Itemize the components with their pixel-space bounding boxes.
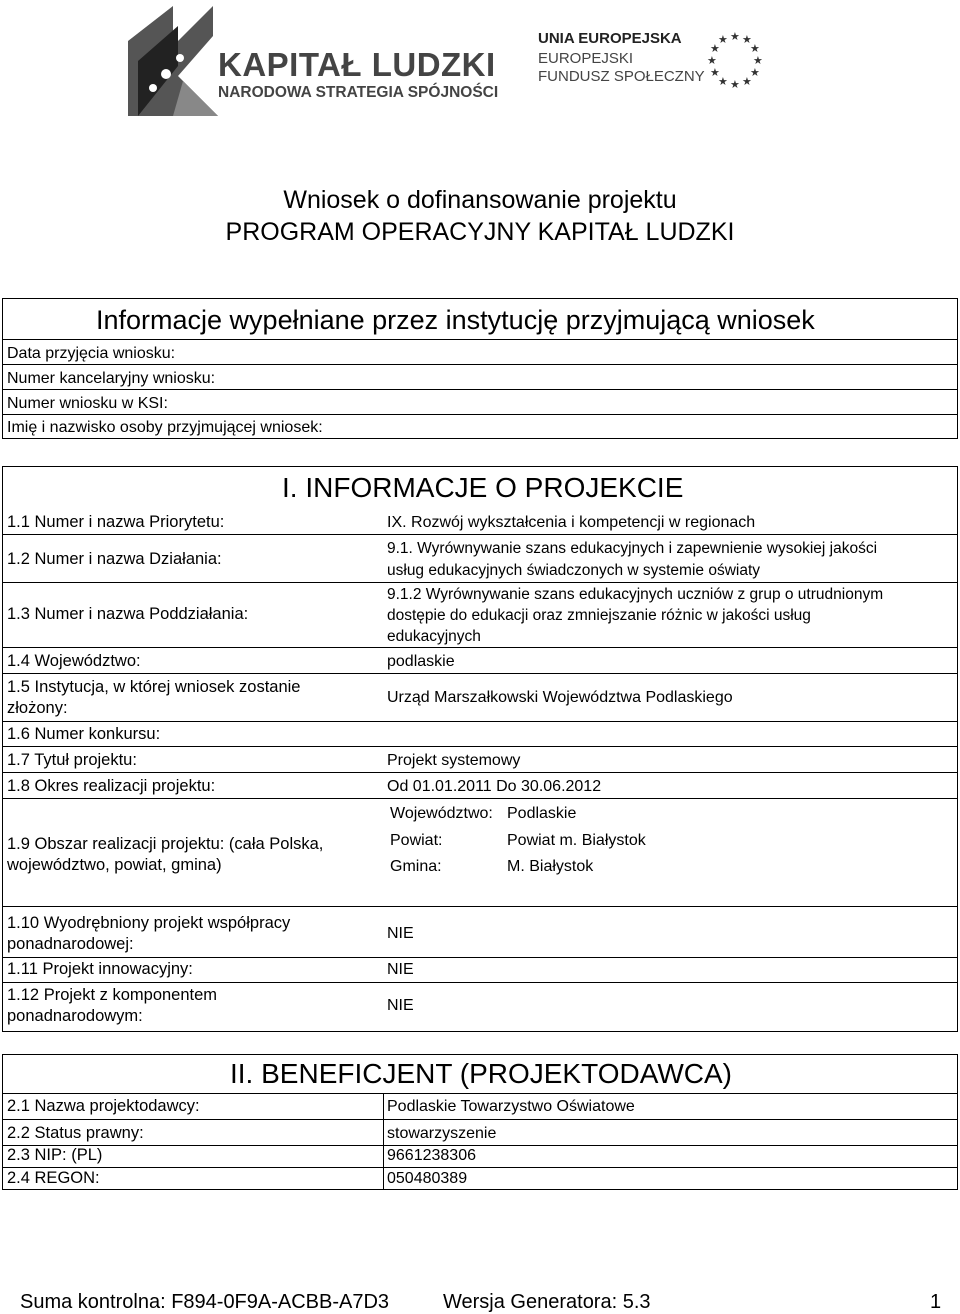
action-value-line1: 9.1. Wyrównywanie szans edukacyjnych i zapewnienie wysokiej jakości [387, 540, 878, 557]
received-date-label: Data przyjęcia wniosku: [7, 345, 176, 362]
area-county-label: Powiat: [390, 832, 443, 849]
svg-text:★: ★ [730, 78, 740, 91]
legal-status-value: stowarzyszenie [387, 1125, 497, 1142]
eu-logo [520, 18, 770, 113]
contest-number-label: 1.6 Numer konkursu: [7, 725, 161, 743]
applicant-name-label: 2.1 Nazwa projektodawcy: [7, 1097, 200, 1115]
svg-text:★: ★ [718, 75, 728, 88]
eu-line2: EUROPEJSKI [538, 50, 634, 67]
area-municipality-value: M. Białystok [507, 858, 594, 875]
eu-line3: FUNDUSZ SPOŁECZNY [538, 68, 705, 85]
svg-text:★: ★ [742, 75, 752, 88]
nip-label: 2.3 NIP: (PL) [7, 1146, 103, 1164]
priority-label: 1.1 Numer i nazwa Priorytetu: [7, 513, 225, 531]
voivodeship-value: podlaskie [387, 653, 455, 670]
innovative-label: 1.11 Projekt innowacyjny: [7, 960, 193, 978]
legal-status-label: 2.2 Status prawny: [7, 1124, 144, 1142]
svg-text:★: ★ [710, 66, 720, 79]
page-number: 1 [930, 1291, 942, 1313]
institution-heading: Informacje wypełniane przez instytucję przyjmującą wniosek [96, 305, 815, 335]
component-label-line2: ponadnarodowym: [7, 1007, 143, 1025]
project-title-value: Projekt systemowy [387, 752, 521, 769]
svg-text:★: ★ [718, 33, 728, 46]
institution-value: Urząd Marszałkowski Województwa Podlaskiego [387, 689, 733, 706]
subaction-value-line1: 9.1.2 Wyrównywanie szans edukacyjnych uczniów z grup o utrudnionym [387, 586, 884, 603]
svg-text:★: ★ [707, 54, 717, 67]
regon-value: 050480389 [387, 1170, 468, 1187]
section-1-heading: I. INFORMACJE O PROJEKCIE [282, 472, 684, 503]
transnational-label-line1: 1.10 Wyodrębniony projekt współpracy [7, 914, 291, 932]
eu-title: UNIA EUROPEJSKA [538, 30, 682, 47]
institution-label-line1: 1.5 Instytucja, w której wniosek zostanie [7, 678, 301, 696]
svg-text:★: ★ [710, 42, 720, 55]
generator-version: Wersja Generatora: 5.3 [443, 1291, 651, 1313]
checksum: Suma kontrolna: F894-0F9A-ACBB-A7D3 [20, 1291, 390, 1313]
action-label: 1.2 Numer i nazwa Działania: [7, 550, 222, 568]
svg-text:★: ★ [753, 54, 763, 67]
subaction-label: 1.3 Numer i nazwa Poddziałania: [7, 605, 249, 623]
eu-flag-icon [700, 30, 770, 100]
ksi-number-label: Numer wniosku w KSI: [7, 395, 168, 412]
institution-label-line2: złożony: [7, 699, 68, 717]
area-label-line2: województwo, powiat, gmina) [7, 856, 222, 874]
period-value: Od 01.01.2011 Do 30.06.2012 [387, 778, 602, 795]
svg-text:★: ★ [750, 66, 760, 79]
kapital-ludzki-logo [118, 6, 499, 118]
applicant-name-value: Podlaskie Towarzystwo Oświatowe [387, 1098, 635, 1115]
svg-text:★: ★ [750, 42, 760, 55]
action-value-line2: usług edukacyjnych świadczonych w systemie oświaty [387, 562, 761, 579]
area-voivodeship-value: Podlaskie [507, 805, 577, 822]
component-label-line1: 1.12 Projekt z komponentem [7, 986, 218, 1004]
area-county-value: Powiat m. Białystok [507, 832, 646, 849]
priority-value: IX. Rozwój wykształcenia i kompetencji w regionach [387, 514, 756, 531]
transnational-label-line2: ponadnarodowej: [7, 935, 134, 953]
section-2-heading: II. BENEFICJENT (PROJEKTODAWCA) [230, 1058, 732, 1089]
area-voivodeship-label: Województwo: [390, 805, 493, 822]
kapital-ludzki-title: KAPITAŁ LUDZKI [218, 46, 496, 83]
svg-text:★: ★ [742, 33, 752, 46]
subaction-value-line2: dostępie do edukacji oraz zmniejszanie różnic w jakości usług [387, 607, 811, 624]
program-title: PROGRAM OPERACYJNY KAPITAŁ LUDZKI [225, 218, 735, 246]
document-title: Wniosek o dofinansowanie projektu [283, 186, 677, 214]
kapital-ludzki-subtitle: NARODOWA STRATEGIA SPÓJNOŚCI [218, 84, 499, 101]
svg-text:★: ★ [730, 30, 740, 43]
nip-value: 9661238306 [387, 1147, 476, 1164]
innovative-value: NIE [387, 961, 414, 978]
period-label: 1.8 Okres realizacji projektu: [7, 777, 216, 795]
regon-label: 2.4 REGON: [7, 1169, 100, 1187]
voivodeship-label: 1.4 Województwo: [7, 652, 141, 670]
area-municipality-label: Gmina: [390, 858, 442, 875]
component-value: NIE [387, 997, 414, 1014]
subaction-value-line3: edukacyjnych [387, 628, 481, 645]
project-title-label: 1.7 Tytuł projektu: [7, 751, 137, 769]
area-label-line1: 1.9 Obszar realizacji projektu: (cała Polska, [7, 835, 324, 853]
office-number-label: Numer kancelaryjny wniosku: [7, 370, 216, 387]
transnational-value: NIE [387, 925, 414, 942]
receiver-name-label: Imię i nazwisko osoby przyjmującej wniosek: [7, 419, 323, 436]
